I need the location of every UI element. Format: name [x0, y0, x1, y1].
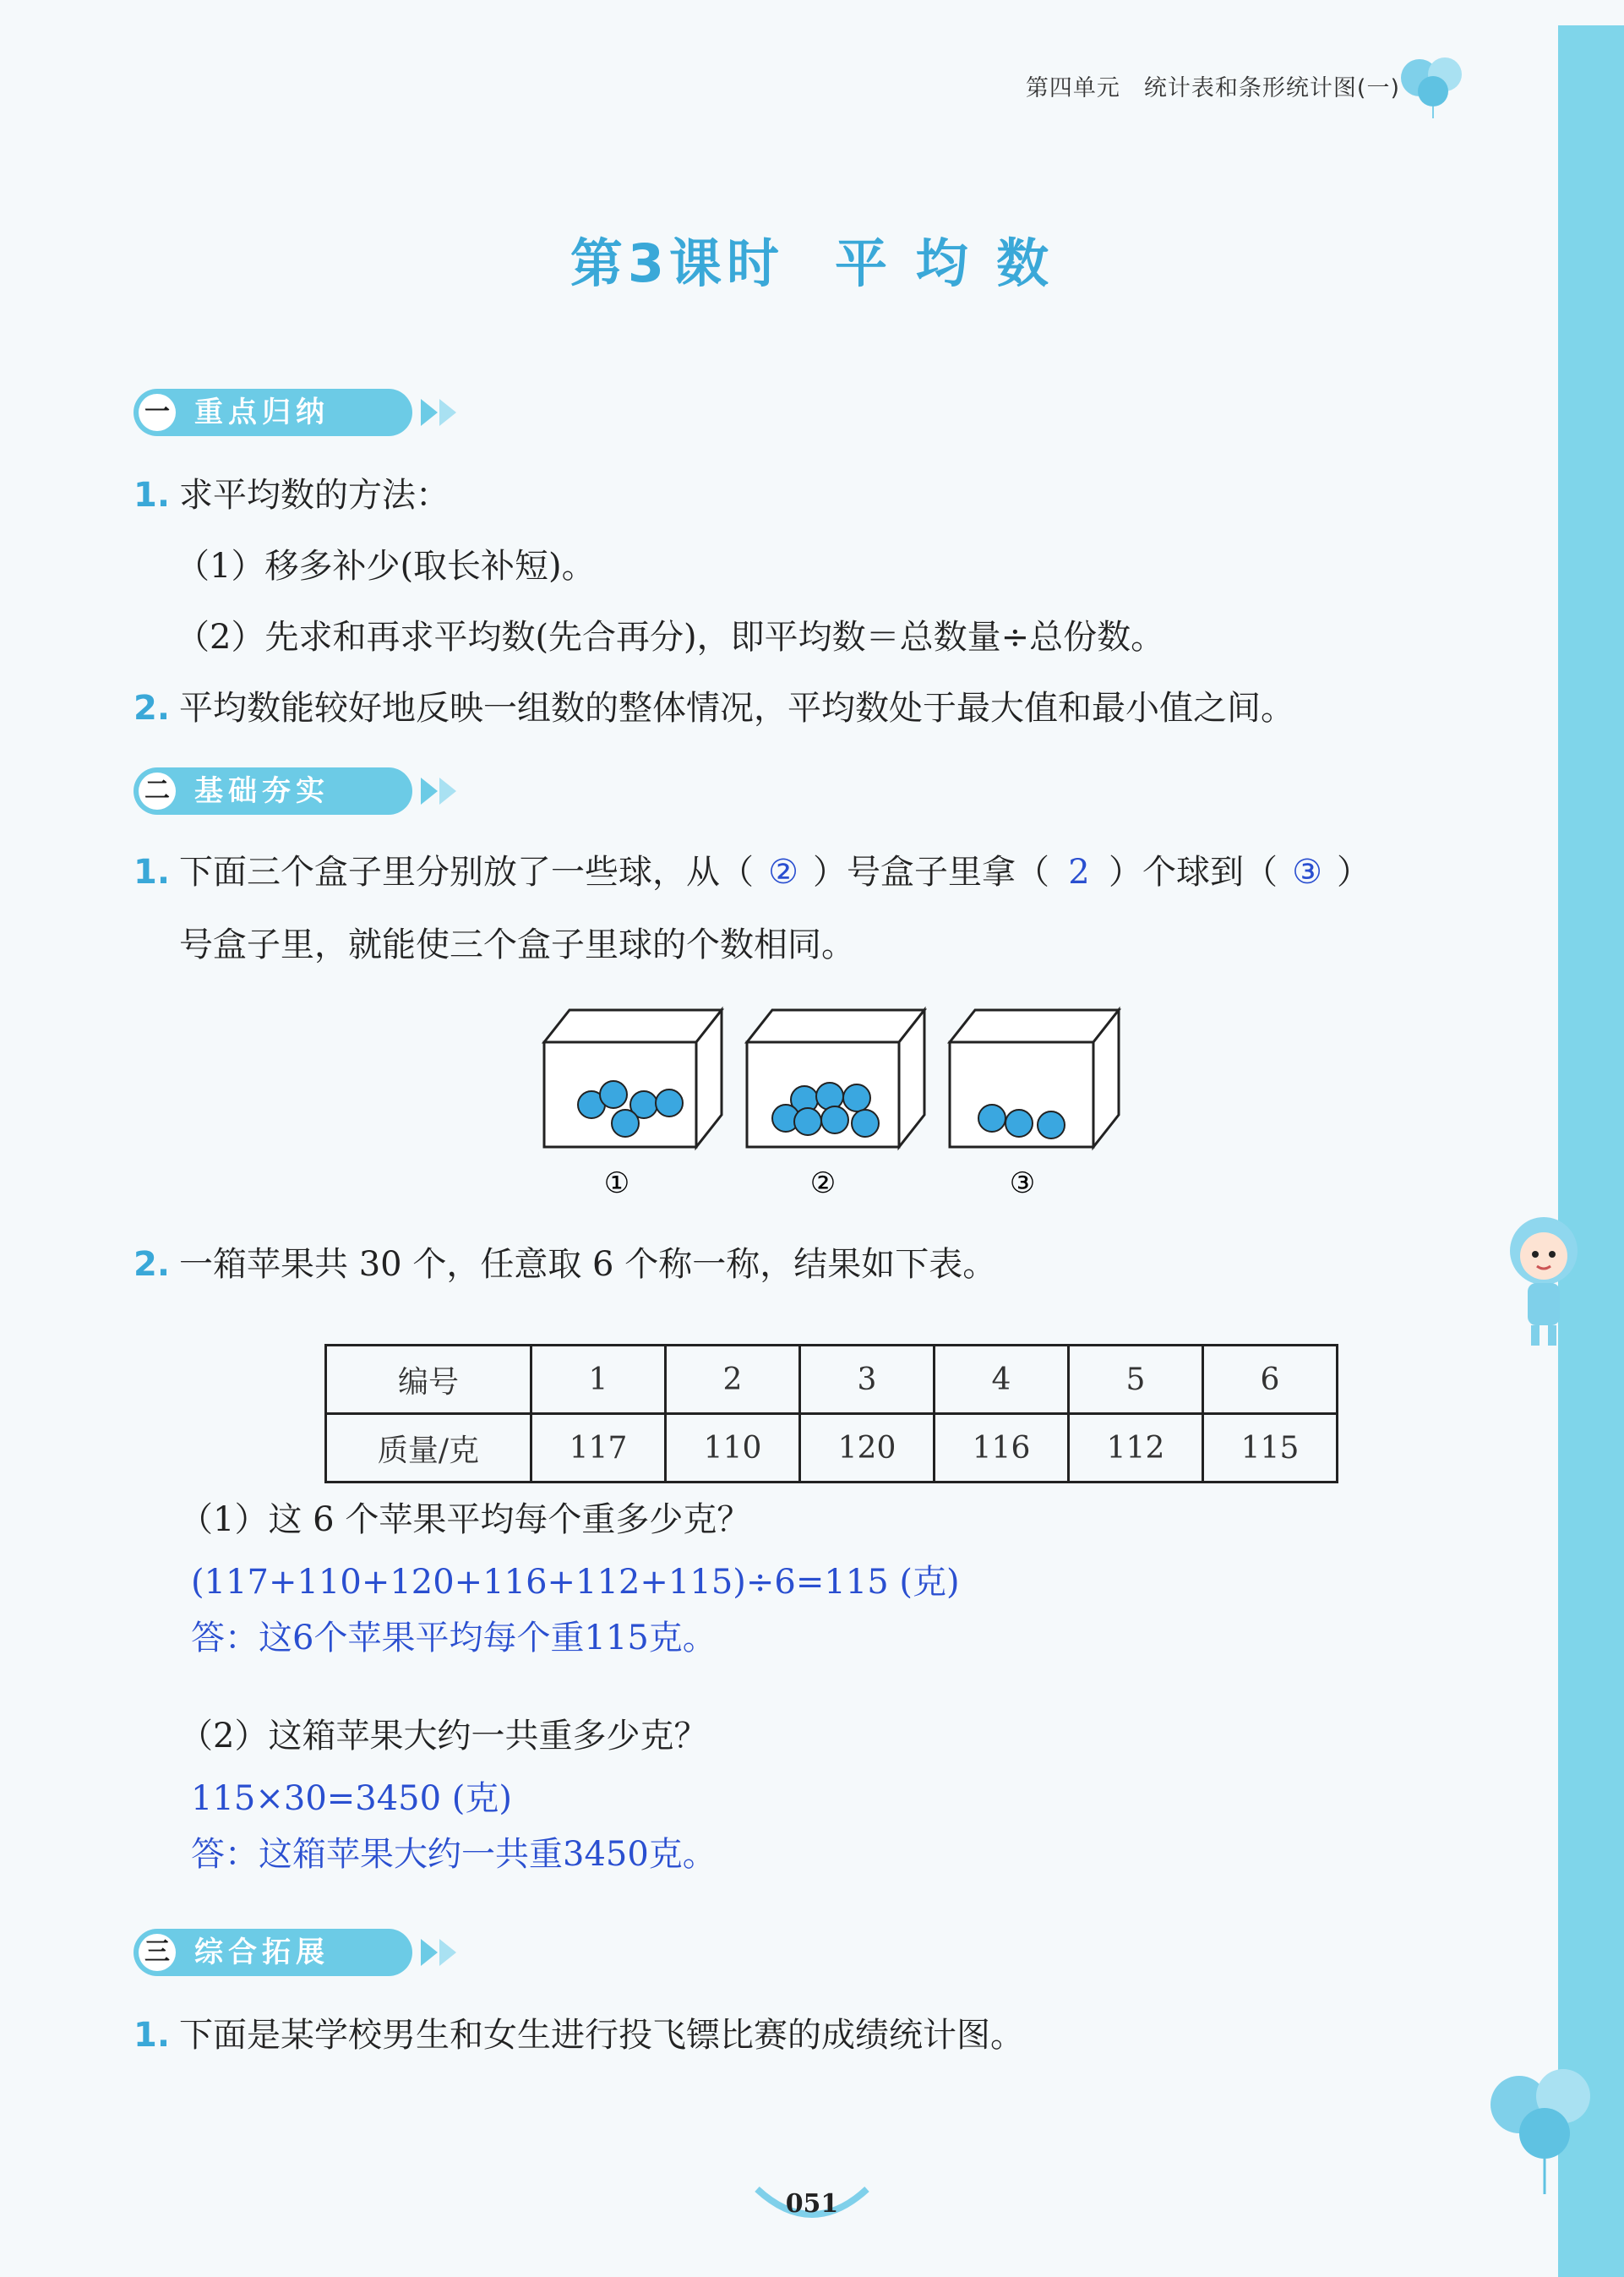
box-label-3: ③	[1009, 1166, 1036, 1200]
table-cell: 4	[935, 1346, 1069, 1414]
summary-sub-2: （2）先求和再求平均数(先合再分)，即平均数＝总数量÷总份数。	[176, 618, 1165, 657]
balloon-cluster-icon	[1485, 2062, 1604, 2198]
table-cell: 3	[800, 1346, 935, 1414]
box-3	[950, 1010, 1119, 1147]
page-header	[1026, 69, 1400, 102]
decorative-side-strip	[1558, 25, 1624, 2277]
answer-statement-2: 答：这箱苹果大约一共重3450克。	[191, 1835, 717, 1874]
question-1-line-1: 1. 下面三个盒子里分别放了一些球，从（ ② ）号盒子里拿（ 2 ）个球到（ ③ ）	[134, 850, 1371, 894]
question-2-text: 2. 一箱苹果共 30 个，任意取 6 个称一称，结果如下表。	[134, 1245, 997, 1284]
answer-calculation-2: 115×30=3450 (克)	[191, 1779, 512, 1818]
section-label: 重点归纳	[194, 396, 330, 429]
summary-sub-1: （1）移多补少(取长补短)。	[176, 547, 596, 586]
lesson-topic: 平 均 数	[834, 232, 1055, 294]
table-cell: 5	[1069, 1346, 1203, 1414]
answer-statement-1: 答：这6个苹果平均每个重115克。	[191, 1619, 717, 1657]
section-number: 三	[139, 1934, 176, 1971]
lesson-number: 第3课时	[569, 232, 784, 294]
table-cell: 2	[666, 1346, 800, 1414]
summary-item-2: 2. 平均数能较好地反映一组数的整体情况，平均数处于最大值和最小值之间。	[134, 689, 1294, 728]
table-cell: 112	[1069, 1414, 1203, 1483]
box-label-2: ②	[809, 1166, 837, 1200]
lesson-title	[0, 221, 1624, 297]
question-2-sub-2: （2）这箱苹果大约一共重多少克？	[179, 1717, 708, 1756]
section-label: 基础夯实	[194, 774, 330, 808]
box-label-1: ①	[603, 1166, 630, 1200]
apple-weights-table	[324, 1344, 1338, 1483]
balloon-icon	[1396, 52, 1472, 120]
double-arrow-icon	[421, 397, 463, 428]
table-row	[326, 1414, 1338, 1483]
table-header-weight: 质量/克	[326, 1414, 531, 1483]
question-2-sub-1: （1）这 6 个苹果平均每个重多少克？	[179, 1500, 751, 1539]
question-1-line-2: 号盒子里，就能使三个盒子里球的个数相同。	[179, 926, 855, 964]
header-unit: 第四单元	[1025, 75, 1120, 101]
section-number: 一	[139, 394, 176, 431]
answer-blank-1: ②	[768, 853, 798, 892]
ball-boxes-figure	[532, 1002, 1141, 1204]
table-cell: 120	[800, 1414, 935, 1483]
table-row	[326, 1346, 1338, 1414]
question-3-text: 1. 下面是某学校男生和女生进行投飞镖比赛的成绩统计图。	[134, 2016, 1024, 2055]
summary-item-1: 1. 求平均数的方法：	[134, 476, 450, 515]
section-badge-basics	[134, 767, 412, 815]
answer-blank-2: 2	[1068, 853, 1090, 892]
section-badge-key-points	[134, 389, 412, 436]
section-badge-extension	[134, 1929, 412, 1976]
section-label: 综合拓展	[194, 1936, 330, 1969]
table-cell: 110	[666, 1414, 800, 1483]
section-number: 二	[139, 773, 176, 810]
table-cell: 1	[531, 1346, 666, 1414]
page-number: 051	[785, 2189, 839, 2219]
box-2	[747, 1010, 924, 1147]
girl-cartoon-icon	[1497, 1209, 1590, 1352]
table-header-id: 编号	[326, 1346, 531, 1414]
double-arrow-icon	[421, 1937, 463, 1968]
box-1	[544, 1010, 722, 1147]
double-arrow-icon	[421, 776, 463, 806]
table-cell: 115	[1203, 1414, 1338, 1483]
answer-blank-3: ③	[1292, 853, 1322, 892]
table-cell: 6	[1203, 1346, 1338, 1414]
table-cell: 116	[935, 1414, 1069, 1483]
answer-calculation-1: (117+110+120+116+112+115)÷6=115 (克)	[191, 1563, 960, 1602]
header-chapter: 统计表和条形统计图(一)	[1143, 75, 1400, 101]
table-cell: 117	[531, 1414, 666, 1483]
